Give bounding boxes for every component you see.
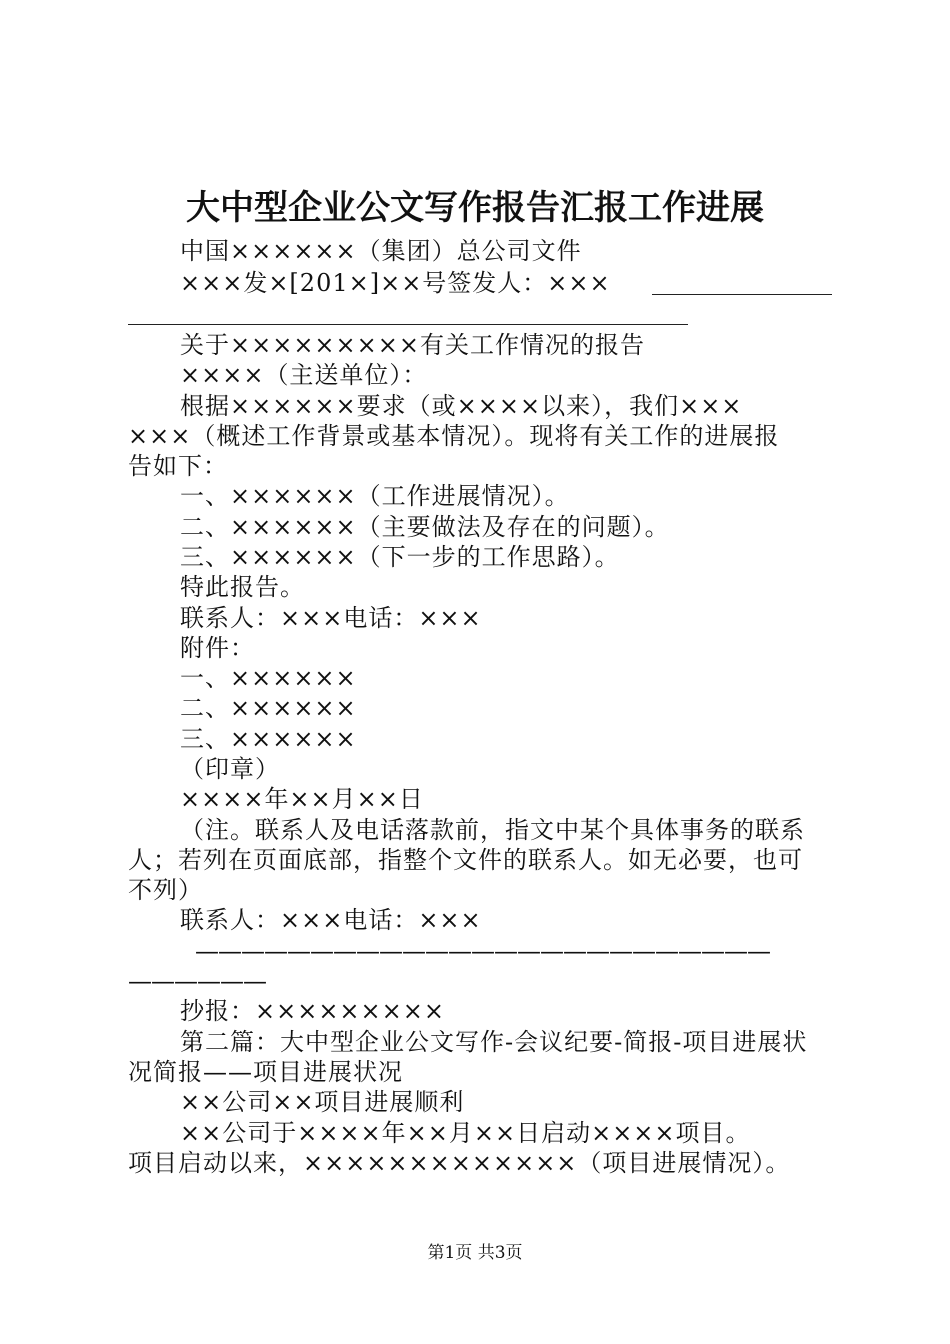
list-item: 三、××××××（下一步的工作思路）。 — [180, 543, 620, 571]
date-line: ××××年××月××日 — [180, 785, 424, 813]
list-item: 二、××××××（主要做法及存在的问题）。 — [180, 513, 670, 541]
body-paragraph-line: 告如下： — [128, 452, 228, 480]
body-paragraph-line: 根据××××××要求（或××××以来），我们××× — [180, 392, 743, 420]
recipient-line: ××××（主送单位）： — [180, 361, 428, 389]
note-line: （注。联系人及电话落款前，指文中某个具体事务的联系 — [180, 816, 805, 844]
report-subject: 关于×××××××××有关工作情况的报告 — [180, 331, 645, 359]
body-paragraph-line: 项目启动以来，×××××××××××××（项目进展情况）。 — [128, 1149, 791, 1177]
dash-separator: ————————————————————————— — [195, 937, 770, 965]
header-rule — [128, 324, 688, 325]
attachment-item: 二、×××××× — [180, 694, 357, 722]
document-title: 大中型企业公文写作报告汇报工作进展 — [186, 188, 764, 228]
closing-line: 特此报告。 — [180, 573, 305, 601]
list-item: 一、××××××（工作进展情况）。 — [180, 482, 570, 510]
attachments-heading: 附件： — [180, 634, 255, 662]
contact-line: 联系人：×××电话：××× — [180, 604, 482, 632]
page-number: 第1页 共3页 — [427, 1243, 523, 1263]
seal-line: （印章） — [180, 755, 280, 783]
second-article-heading: 第二篇：大中型企业公文写作-会议纪要-简报-项目进展状 — [180, 1028, 808, 1056]
document-number-line: ×××发×[201×]××号签发人：××× — [180, 269, 611, 297]
note-line: 人；若列在页面底部，指整个文件的联系人。如无必要，也可 — [128, 846, 803, 874]
second-article-heading: 况简报——项目进展状况 — [128, 1058, 403, 1086]
cc-line: 抄报：××××××××× — [180, 997, 445, 1025]
body-paragraph-line: ××公司于××××年××月××日启动××××项目。 — [180, 1119, 751, 1147]
contact-line: 联系人：×××电话：××× — [180, 906, 482, 934]
issuer-line: 中国××××××（集团）总公司文件 — [180, 237, 582, 265]
dash-separator: —————— — [128, 967, 266, 995]
signer-underline — [652, 294, 832, 295]
briefing-title: ××公司××项目进展顺利 — [180, 1088, 465, 1116]
note-line: 不列） — [128, 876, 203, 904]
attachment-item: 三、×××××× — [180, 725, 357, 753]
attachment-item: 一、×××××× — [180, 664, 357, 692]
body-paragraph-line: ×××（概述工作背景或基本情况）。现将有关工作的进展报 — [128, 422, 780, 450]
